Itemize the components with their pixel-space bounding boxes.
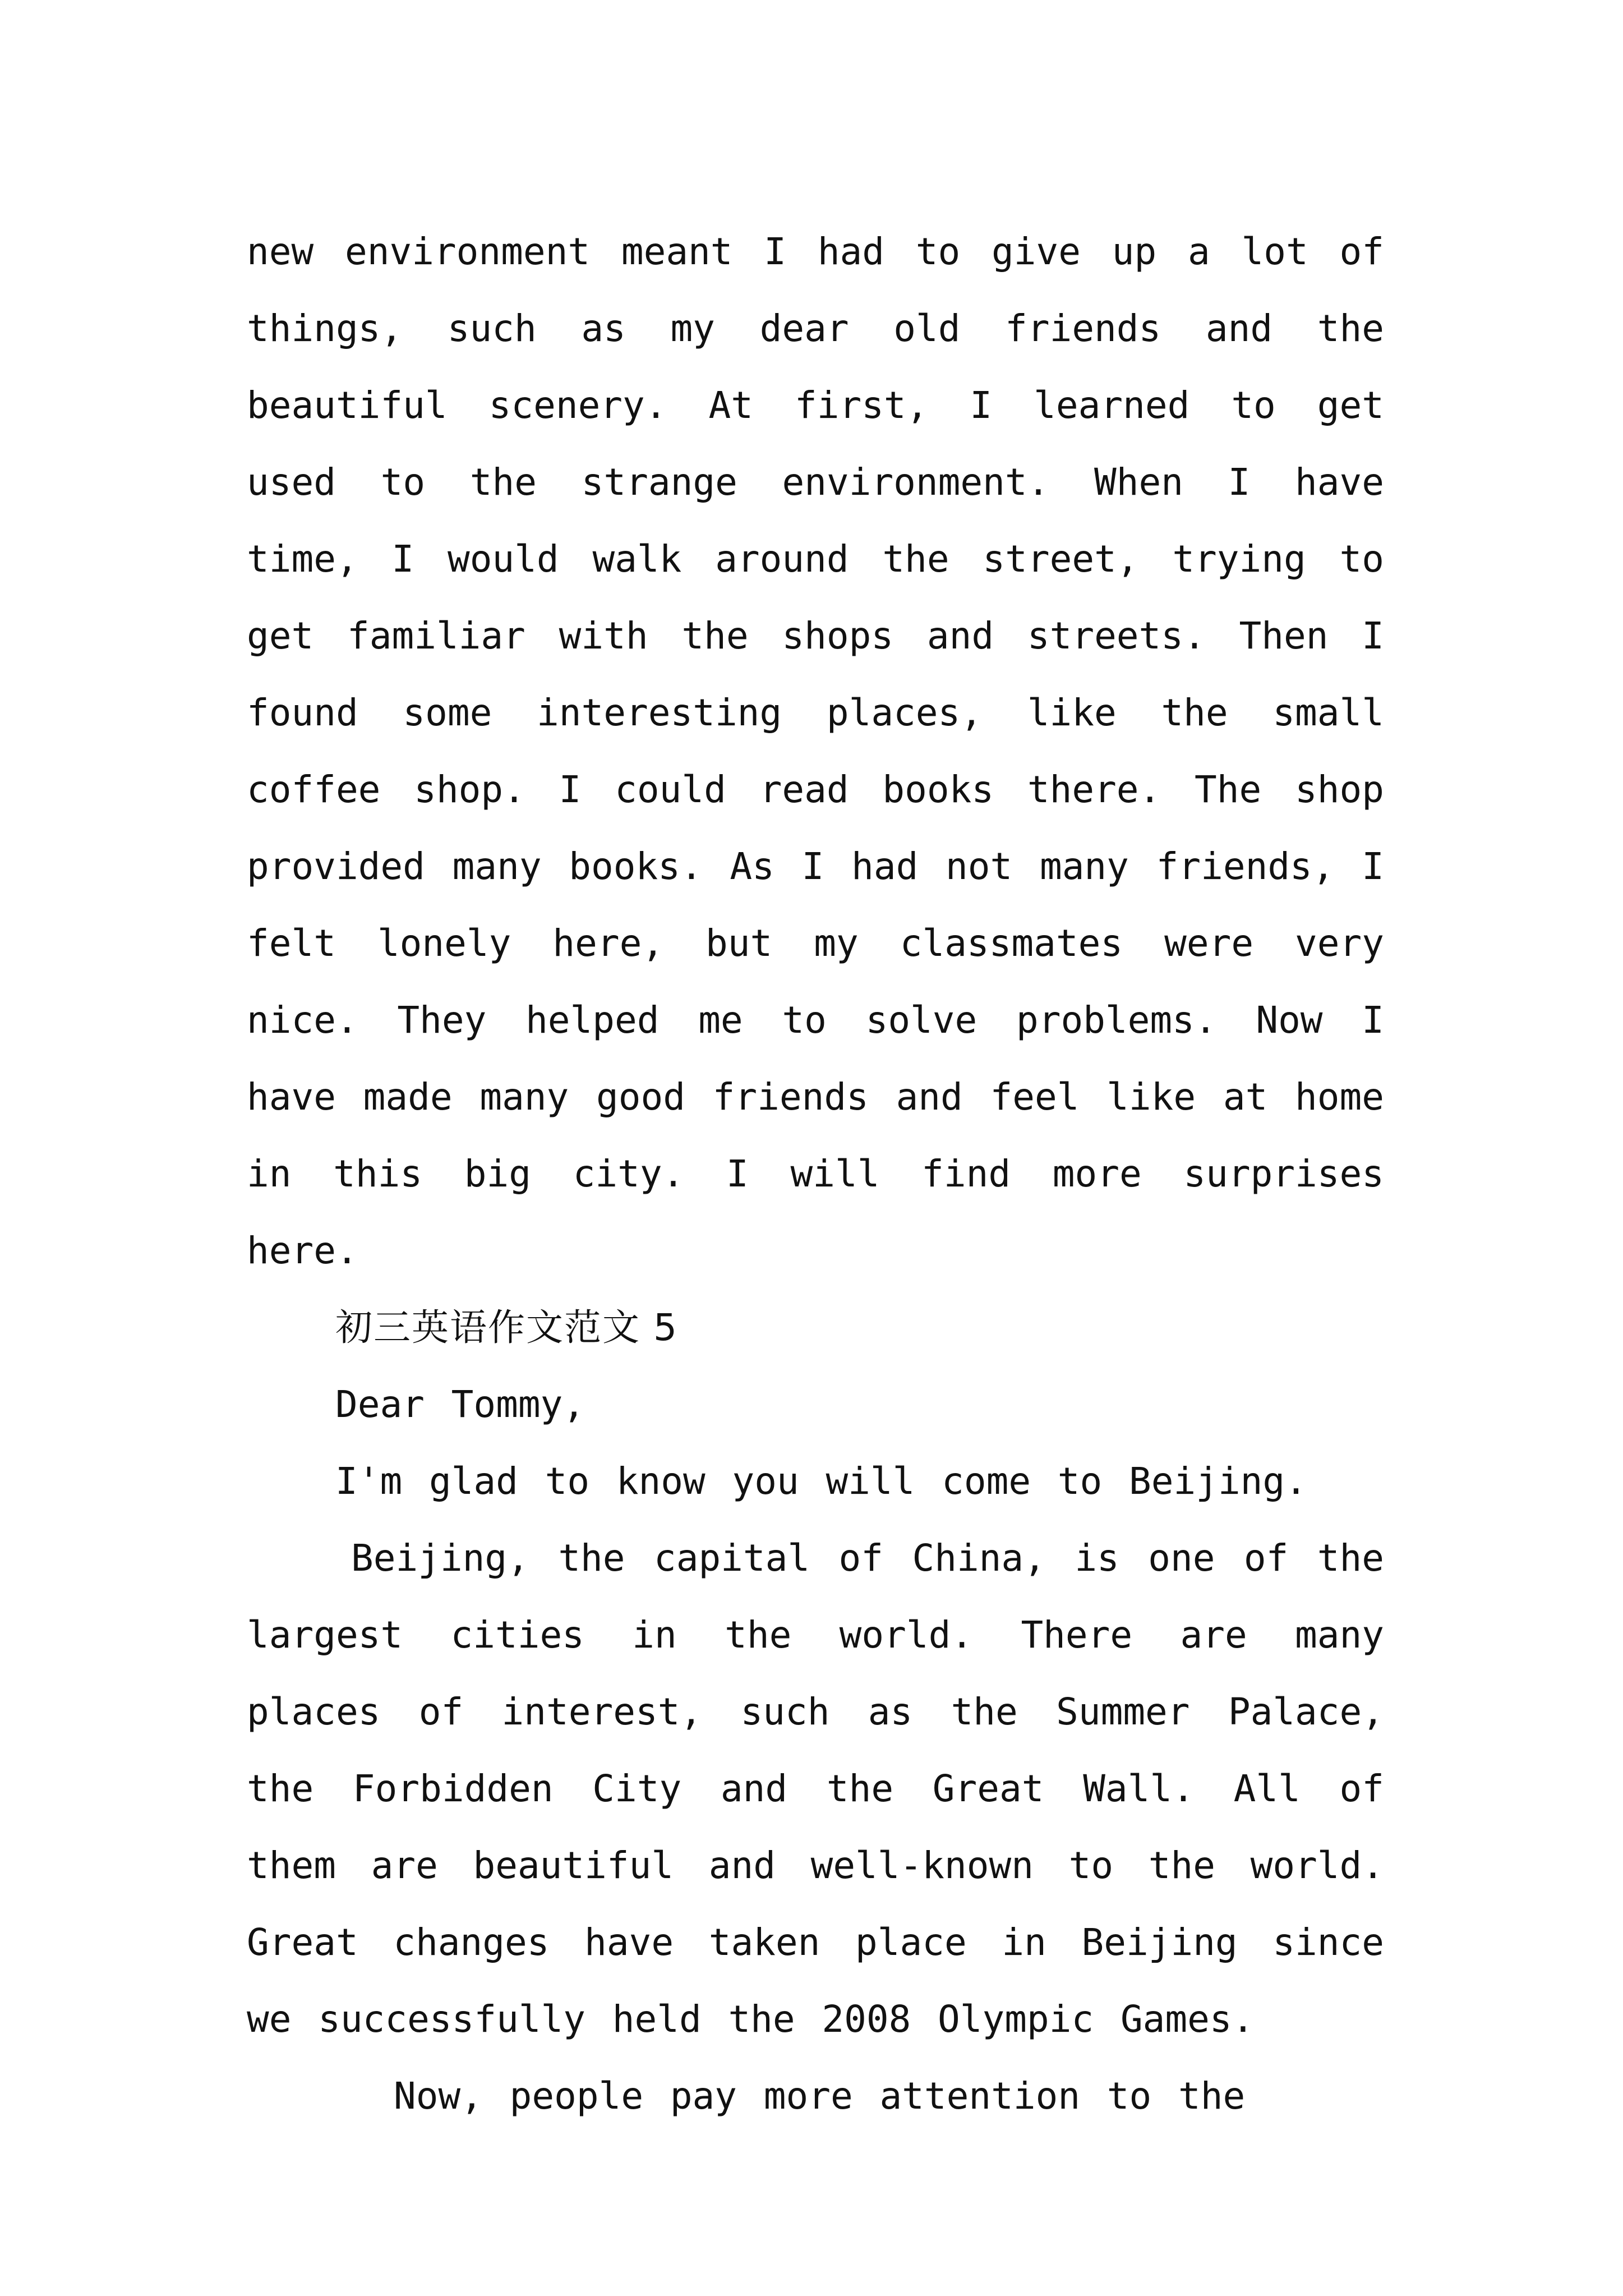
letter-opening: I'm glad to know you will come to Beijing. — [335, 1460, 1307, 1503]
essay-paragraph-ending: new environment meant I had to give up a lot of things, such as my dear old friends and the beautiful scenery. At first, I learned to get used to the strange environment. When I have time, I would walk around the street, trying to get familiar with the shops and streets. Then I found some interesting places, like the small coffee shop. I could read books there. The shop provided many books. As I had not many friends, I felt lonely here, but my classmates were very nice. They helped me to solve problems. Now I have made many good friends and feel like at home in this big city. I will find more surprises here. — [247, 230, 1384, 1272]
letter-continuation: Now, people pay more attention to the — [394, 2074, 1246, 2118]
document-page — [247, 213, 1384, 2134]
letter-body-paragraph: Beijing, the capital of China, is one of the largest cities in the world. There are many places of interest, such as the Summer Palace, the Forbidden City and the Great Wall. All of them are beautiful and well-known to the world. Great changes have taken place in Beijing since we successfully held the 2008 Olympic Games. — [247, 1536, 1384, 2041]
section-title: 初三英语作文范文 5 — [335, 1306, 678, 1349]
letter-salutation: Dear Tommy, — [335, 1383, 585, 1426]
